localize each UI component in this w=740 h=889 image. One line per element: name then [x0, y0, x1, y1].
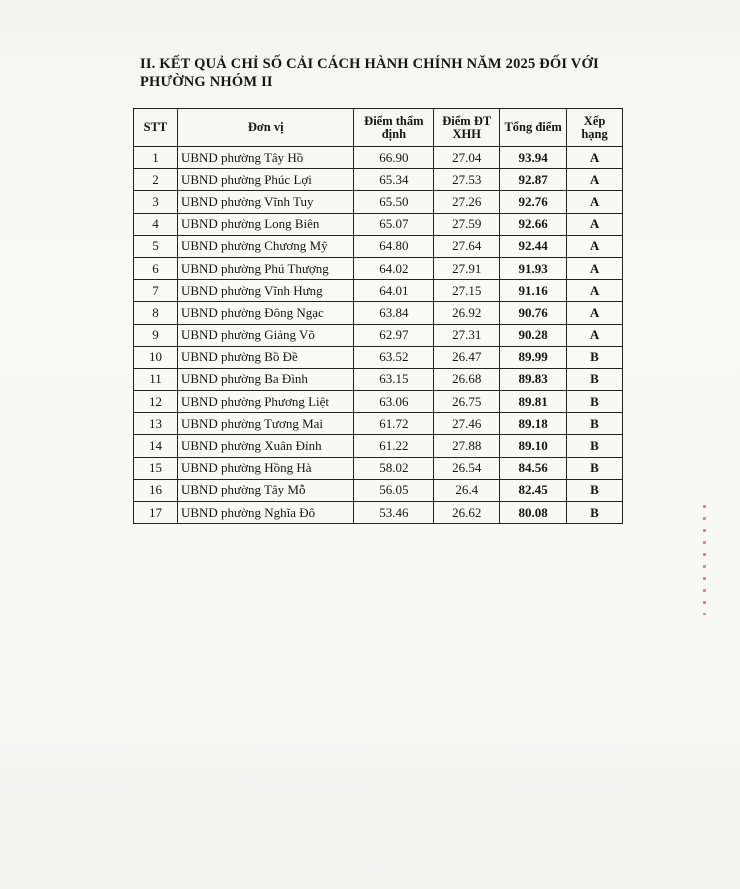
table-row	[134, 169, 623, 191]
row-appraisal-score: 64.02	[354, 257, 434, 279]
row-unit: UBND phường Giảng Võ	[177, 324, 354, 346]
row-stt: 2	[134, 169, 178, 191]
row-appraisal-score: 62.97	[354, 324, 434, 346]
row-unit: UBND phường Tây Mỗ	[177, 479, 354, 501]
table-row	[134, 324, 623, 346]
row-total-score: 89.10	[500, 435, 567, 457]
row-stt: 15	[134, 457, 178, 479]
row-unit: UBND phường Bồ Đề	[177, 346, 354, 368]
row-stt: 12	[134, 391, 178, 413]
row-rank: A	[567, 302, 623, 324]
row-rank: A	[567, 235, 623, 257]
row-survey-score: 26.4	[434, 479, 500, 501]
row-total-score: 89.18	[500, 413, 567, 435]
row-total-score: 90.76	[500, 302, 567, 324]
row-total-score: 90.28	[500, 324, 567, 346]
table-row	[134, 302, 623, 324]
table-row	[134, 235, 623, 257]
row-unit: UBND phường Vĩnh Hưng	[177, 280, 354, 302]
row-rank: B	[567, 346, 623, 368]
row-appraisal-score: 56.05	[354, 479, 434, 501]
row-survey-score: 27.91	[434, 257, 500, 279]
row-appraisal-score: 61.72	[354, 413, 434, 435]
table-row	[134, 413, 623, 435]
row-stt: 3	[134, 191, 178, 213]
row-stt: 7	[134, 280, 178, 302]
row-rank: A	[567, 191, 623, 213]
row-appraisal-score: 61.22	[354, 435, 434, 457]
row-rank: B	[567, 479, 623, 501]
row-rank: B	[567, 457, 623, 479]
row-survey-score: 27.64	[434, 235, 500, 257]
table-row	[134, 147, 623, 169]
row-rank: B	[567, 368, 623, 390]
row-stt: 4	[134, 213, 178, 235]
row-appraisal-score: 58.02	[354, 457, 434, 479]
document-title: II. KẾT QUẢ CHỈ SỐ CẢI CÁCH HÀNH CHÍNH NĂM 2025 ĐỐI VỚI PHƯỜNG NHÓM II	[140, 56, 599, 90]
table-row	[134, 391, 623, 413]
row-survey-score: 26.75	[434, 391, 500, 413]
row-total-score: 92.66	[500, 213, 567, 235]
row-survey-score: 27.04	[434, 147, 500, 169]
table-row	[134, 191, 623, 213]
row-total-score: 89.81	[500, 391, 567, 413]
row-total-score: 93.94	[500, 147, 567, 169]
row-rank: B	[567, 435, 623, 457]
row-unit: UBND phường Phú Thượng	[177, 257, 354, 279]
row-unit: UBND phường Hồng Hà	[177, 457, 354, 479]
row-rank: A	[567, 213, 623, 235]
table-row	[134, 479, 623, 501]
row-rank: A	[567, 147, 623, 169]
row-rank: B	[567, 391, 623, 413]
page-edge-mark	[703, 505, 706, 615]
row-survey-score: 27.15	[434, 280, 500, 302]
row-appraisal-score: 63.52	[354, 346, 434, 368]
header-appraisal-score: Điểm thẩm định	[354, 109, 434, 147]
row-stt: 10	[134, 346, 178, 368]
row-rank: A	[567, 280, 623, 302]
row-stt: 14	[134, 435, 178, 457]
row-unit: UBND phường Ba Đình	[177, 368, 354, 390]
row-unit: UBND phường Chương Mỹ	[177, 235, 354, 257]
row-unit: UBND phường Phúc Lợi	[177, 169, 354, 191]
row-appraisal-score: 65.50	[354, 191, 434, 213]
row-stt: 8	[134, 302, 178, 324]
table-row	[134, 346, 623, 368]
row-total-score: 89.83	[500, 368, 567, 390]
row-total-score: 92.76	[500, 191, 567, 213]
table-row	[134, 280, 623, 302]
row-stt: 1	[134, 147, 178, 169]
row-rank: A	[567, 257, 623, 279]
table-row	[134, 435, 623, 457]
row-unit: UBND phường Phương Liệt	[177, 391, 354, 413]
row-unit: UBND phường Đông Ngạc	[177, 302, 354, 324]
row-appraisal-score: 64.01	[354, 280, 434, 302]
row-survey-score: 26.54	[434, 457, 500, 479]
row-stt: 17	[134, 502, 178, 524]
table-row	[134, 257, 623, 279]
row-survey-score: 27.31	[434, 324, 500, 346]
row-unit: UBND phường Long Biên	[177, 213, 354, 235]
row-unit: UBND phường Tương Mai	[177, 413, 354, 435]
row-stt: 11	[134, 368, 178, 390]
row-survey-score: 27.26	[434, 191, 500, 213]
row-stt: 16	[134, 479, 178, 501]
row-appraisal-score: 65.07	[354, 213, 434, 235]
row-total-score: 91.93	[500, 257, 567, 279]
row-total-score: 92.44	[500, 235, 567, 257]
row-appraisal-score: 66.90	[354, 147, 434, 169]
table-row	[134, 368, 623, 390]
header-unit: Đơn vị	[177, 109, 354, 147]
row-total-score: 80.08	[500, 502, 567, 524]
row-rank: A	[567, 169, 623, 191]
row-survey-score: 26.68	[434, 368, 500, 390]
results-table	[133, 108, 623, 524]
row-rank: B	[567, 413, 623, 435]
table-row	[134, 213, 623, 235]
row-appraisal-score: 63.84	[354, 302, 434, 324]
row-total-score: 82.45	[500, 479, 567, 501]
row-unit: UBND phường Tây Hồ	[177, 147, 354, 169]
row-appraisal-score: 64.80	[354, 235, 434, 257]
row-rank: A	[567, 324, 623, 346]
header-total-score: Tổng điểm	[500, 109, 567, 147]
row-unit: UBND phường Vĩnh Tuy	[177, 191, 354, 213]
table-row	[134, 457, 623, 479]
row-total-score: 84.56	[500, 457, 567, 479]
row-stt: 13	[134, 413, 178, 435]
table-header-row	[134, 109, 623, 147]
row-survey-score: 27.53	[434, 169, 500, 191]
row-unit: UBND phường Nghĩa Đô	[177, 502, 354, 524]
row-appraisal-score: 53.46	[354, 502, 434, 524]
row-survey-score: 26.47	[434, 346, 500, 368]
row-total-score: 92.87	[500, 169, 567, 191]
row-survey-score: 27.46	[434, 413, 500, 435]
row-stt: 6	[134, 257, 178, 279]
row-total-score: 89.99	[500, 346, 567, 368]
row-stt: 9	[134, 324, 178, 346]
header-rank: Xếp hạng	[567, 109, 623, 147]
row-survey-score: 26.62	[434, 502, 500, 524]
row-unit: UBND phường Xuân Đỉnh	[177, 435, 354, 457]
row-appraisal-score: 63.15	[354, 368, 434, 390]
header-survey-score: Điểm ĐT XHH	[434, 109, 500, 147]
row-appraisal-score: 65.34	[354, 169, 434, 191]
header-stt: STT	[134, 109, 178, 147]
row-stt: 5	[134, 235, 178, 257]
row-total-score: 91.16	[500, 280, 567, 302]
row-appraisal-score: 63.06	[354, 391, 434, 413]
row-survey-score: 26.92	[434, 302, 500, 324]
table-row	[134, 502, 623, 524]
row-rank: B	[567, 502, 623, 524]
row-survey-score: 27.59	[434, 213, 500, 235]
row-survey-score: 27.88	[434, 435, 500, 457]
